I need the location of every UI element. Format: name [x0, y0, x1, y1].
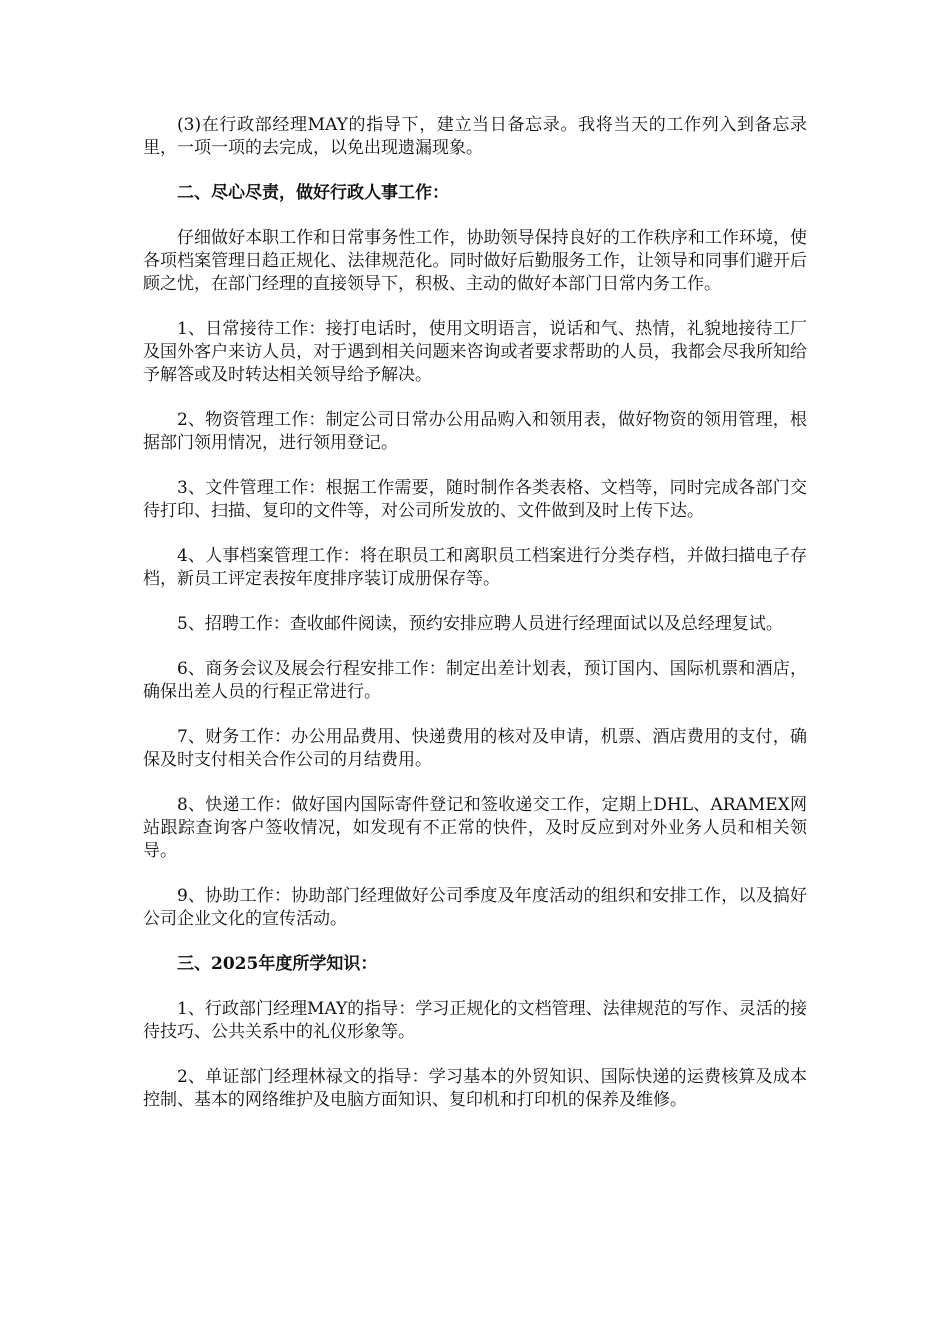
paragraph-item-4: 4、人事档案管理工作：将在职员工和离职员工档案进行分类存档，并做扫描电子存档，新员工评定表按年度排序装订成册保存等。 — [143, 546, 807, 589]
paragraph-memo: (3)在行政部经理MAY的指导下，建立当日备忘录。我将当天的工作列入到备忘录里，一项一项的去完成，以免出现遗漏现象。 — [143, 115, 807, 158]
section-heading-2: 二、尽心尽责，做好行政人事工作： — [177, 183, 449, 203]
paragraph-intro: 仔细做好本职工作和日常事务性工作，协助领导保持良好的工作秩序和工作环境，使各项档案管理日趋正规化、法律规范化。同时做好后勤服务工作，让领导和同事们避开后顾之忧，在部门经理的直接领导下，积极、主动的做好本部门日常内务工作。 — [143, 228, 807, 294]
paragraph-knowledge-1: 1、行政部门经理MAY的指导：学习正规化的文档管理、法律规范的写作、灵活的接待技巧、公共关系中的礼仪形象等。 — [143, 999, 807, 1042]
paragraph-item-2: 2、物资管理工作：制定公司日常办公用品购入和领用表，做好物资的领用管理，根据部门领用情况，进行领用登记。 — [143, 410, 807, 453]
paragraph-item-9: 9、协助工作：协助部门经理做好公司季度及年度活动的组织和安排工作，以及搞好公司企业文化的宣传活动。 — [143, 886, 807, 929]
paragraph-item-1: 1、日常接待工作：接打电话时，使用文明语言，说话和气、热情，礼貌地接待工厂及国外客户来访人员，对于遇到相关问题来咨询或者要求帮助的人员，我都会尽我所知给予解答或及时转达相关领导给予解决。 — [143, 319, 807, 385]
document-body — [143, 114, 807, 1134]
paragraph-item-6: 6、商务会议及展会行程安排工作：制定出差计划表，预订国内、国际机票和酒店，确保出差人员的行程正常进行。 — [143, 659, 807, 702]
section-heading-3: 三、2025年度所学知识： — [177, 954, 378, 974]
paragraph-item-7: 7、财务工作：办公用品费用、快递费用的核对及申请，机票、酒店费用的支付，确保及时支付相关合作公司的月结费用。 — [143, 727, 807, 770]
paragraph-item-5: 5、招聘工作：查收邮件阅读，预约安排应聘人员进行经理面试以及总经理复试。 — [177, 614, 783, 634]
paragraph-item-3: 3、文件管理工作：根据工作需要，随时制作各类表格、文档等，同时完成各部门交待打印、扫描、复印的文件等，对公司所发放的、文件做到及时上传下达。 — [143, 478, 807, 521]
paragraph-item-8: 8、快递工作：做好国内国际寄件登记和签收递交工作，定期上DHL、ARAMEX网站跟踪查询客户签收情况，如发现有不正常的快件，及时反应到对外业务人员和相关领导。 — [143, 795, 807, 861]
paragraph-knowledge-2: 2、单证部门经理林禄文的指导：学习基本的外贸知识、国际快递的运费核算及成本控制、基本的网络维护及电脑方面知识、复印机和打印机的保养及维修。 — [143, 1067, 807, 1110]
